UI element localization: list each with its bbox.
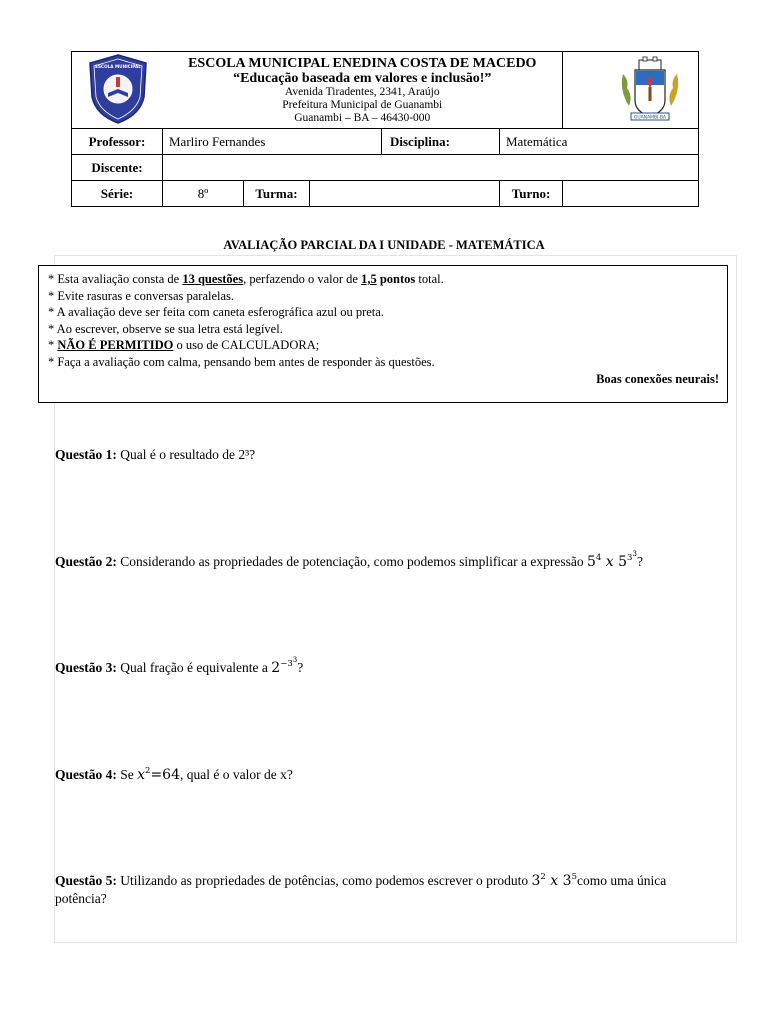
question-3-label: Questão 3: xyxy=(55,660,117,675)
disciplina-label: Disciplina: xyxy=(382,129,500,155)
discente-field[interactable] xyxy=(163,155,699,181)
evaluation-title: AVALIAÇÃO PARCIAL DA I UNIDADE - MATEMÁTICA xyxy=(223,238,545,252)
school-prefecture: Prefeitura Municipal de Guanambi xyxy=(282,98,443,111)
school-motto: “Educação baseada em valores e inclusão!” xyxy=(233,70,492,86)
closing-message: Boas conexões neurais! xyxy=(596,372,719,386)
professor-value: Marliro Fernandes xyxy=(163,129,382,155)
question-3: Questão 3: Qual fração é equivalente a $2^{-3^3}$? xyxy=(55,656,304,676)
instructions-box xyxy=(38,265,728,403)
question-4-text: Se xyxy=(116,767,138,782)
school-name: ESCOLA MUNICIPAL ENEDINA COSTA DE MACEDO xyxy=(188,55,537,71)
question-5: Questão 5: Utilizando as propriedades de potências, como podemos escrever o produto $3^2$ x $3^5como$ uma única potência? xyxy=(55,872,667,906)
turma-field[interactable] xyxy=(310,181,500,207)
question-4-expression: $x^2=64$ xyxy=(137,766,180,783)
question-4: Questão 4: Se $x^2=64$, qual é o valor de x? xyxy=(55,766,293,783)
question-5-label: Questão 5: xyxy=(55,873,117,888)
question-2-label: Questão 2: xyxy=(55,554,117,569)
disciplina-value: Matemática xyxy=(500,129,699,155)
coat-ribbon-text: GUANAMBI-BA xyxy=(633,115,667,121)
instruction-line-5: * NÃO É PERMITIDO o uso de CALCULADORA; xyxy=(48,338,320,352)
serie-value: 8º xyxy=(163,181,244,207)
question-5-expression: $3^2$ x $3^5$ xyxy=(531,872,577,889)
question-1 xyxy=(55,446,715,463)
school-address: Avenida Tiradentes, 2341, Araújo xyxy=(284,85,440,98)
turno-field[interactable] xyxy=(563,181,699,207)
instruction-line-6: * Faça a avaliação com calma, pensando bem antes de responder às questões. xyxy=(48,354,435,369)
instruction-line-1: * Esta avaliação consta de 13 questões, perfazendo o valor de 1,5 pontos total. xyxy=(48,272,444,286)
instruction-line-3: * A avaliação deve ser feita com caneta esferográfica azul ou preta. xyxy=(48,305,384,319)
header-table xyxy=(71,51,699,207)
question-3-expression: $2^{-3^3}$ xyxy=(271,656,298,676)
question-2: Questão 2: Considerando as propriedades de potenciação, como podemos simplificar a expressão $5^4$ x $5^{3^3}$? xyxy=(55,550,643,570)
question-4-label: Questão 4: xyxy=(55,767,117,782)
turma-label: Turma: xyxy=(244,181,310,207)
question-1-label: Questão 1: xyxy=(55,447,117,462)
question-3-text: Qual fração é equivalente a xyxy=(116,660,272,675)
question-2-expression: $5^4$ x $5^{3^3}$ xyxy=(586,550,637,570)
question-2-text: Considerando as propriedades de potenciação, como podemos simplificar a expressão xyxy=(116,554,587,569)
badge-text: ESCOLA MUNICIPAL xyxy=(95,64,141,69)
school-city-cep: Guanambi – BA – 46430-000 xyxy=(294,111,431,124)
question-1-text: Qual é o resultado de 2³? xyxy=(116,447,256,462)
instruction-line-2: * Evite rasuras e conversas paralelas. xyxy=(48,288,235,303)
instruction-line-4: * Ao escrever, observe se sua letra está legível. xyxy=(48,321,283,336)
turno-label: Turno: xyxy=(500,181,563,207)
question-5-text: Utilizando as propriedades de potências, como podemos escrever o produto xyxy=(116,873,532,888)
serie-label: Série: xyxy=(72,181,163,207)
discente-label: Discente: xyxy=(72,155,163,181)
professor-label: Professor: xyxy=(72,129,163,155)
